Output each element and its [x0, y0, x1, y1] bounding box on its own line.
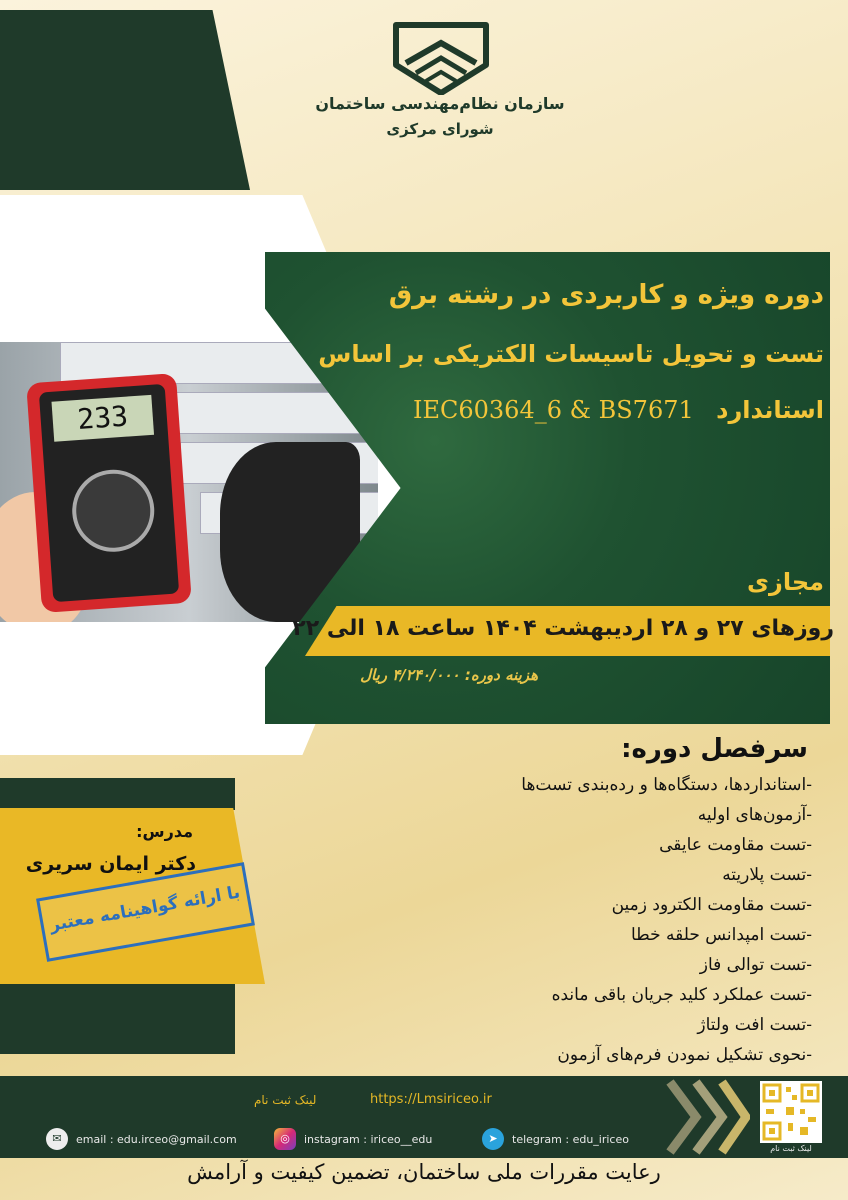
org-subname: شورای مرکزی — [386, 120, 494, 138]
telegram-text: telegram : edu_iriceo — [512, 1132, 629, 1146]
meter-display: 233 — [51, 395, 154, 442]
decor-green-strip — [0, 778, 235, 810]
course-title-line3 — [413, 396, 824, 424]
syllabus-item: -تست عملکرد کلید جریان باقی مانده — [551, 985, 812, 1005]
syllabus-item: -تست افت ولتاژ — [697, 1015, 812, 1035]
org-logo-icon — [388, 15, 494, 95]
syllabus-item: -استانداردها، دستگاه‌ها و رده‌بندی تست‌ها — [521, 775, 812, 795]
telegram-contact[interactable] — [482, 1128, 629, 1150]
registration-label: لینک ثبت نام — [254, 1093, 317, 1107]
multimeter-photo — [0, 342, 378, 622]
email-icon: ✉ — [46, 1128, 68, 1150]
course-title-line1: دوره ویژه و کاربردی در رشته برق — [388, 280, 824, 310]
standard-label: استاندارد — [716, 396, 824, 424]
syllabus-item: -آزمون‌های اولیه — [697, 805, 812, 825]
email-text: email : edu.irceo@gmail.com — [76, 1132, 237, 1146]
slogan: رعایت مقررات ملی ساختمان، تضمین کیفیت و آرامش — [187, 1160, 661, 1184]
org-name: سازمان نظام‌مهندسی ساختمان — [315, 94, 565, 113]
syllabus-item: -تست پلاریته — [722, 865, 812, 885]
course-mode: مجازی — [747, 568, 824, 596]
telegram-icon: ➤ — [482, 1128, 504, 1150]
email-contact[interactable] — [46, 1128, 237, 1150]
instagram-text: instagram : iriceo__edu — [304, 1132, 433, 1146]
meter-dial — [69, 467, 157, 555]
registration-link[interactable]: https://Lmsiriceo.ir — [370, 1092, 492, 1107]
chevron-decor-icon — [660, 1076, 750, 1158]
syllabus-item: -تست مقاومت الکترود زمین — [611, 895, 812, 915]
course-title-line2: تست و تحویل تاسیسات الکتریکی بر اساس — [318, 340, 824, 368]
registration-qr-code[interactable] — [760, 1081, 822, 1143]
syllabus-list — [521, 770, 812, 1070]
instagram-contact[interactable] — [274, 1128, 432, 1150]
syllabus-item: -تست توالی فاز — [699, 955, 812, 975]
standard-codes: IEC60364_6 & BS7671 — [413, 396, 694, 424]
syllabus-item: -تست مقاومت عایقی — [659, 835, 812, 855]
qr-label: لینک ثبت نام — [770, 1144, 812, 1153]
course-fee: هزینه دوره: ۴/۲۴۰/۰۰۰ ریال — [360, 666, 538, 684]
instructor-name: دکتر ایمان سریری — [25, 853, 196, 875]
syllabus-item: -تست امپدانس حلقه خطا — [630, 925, 812, 945]
instagram-icon: ◎ — [274, 1128, 296, 1150]
syllabus-title: سرفصل دوره: — [621, 734, 808, 764]
syllabus-item: -نحوی تشکیل نمودن فرم‌های آزمون — [557, 1045, 812, 1065]
certificate-stamp: با ارائه گواهینامه معتبر — [36, 862, 255, 962]
instructor-label: مدرس: — [136, 822, 193, 841]
schedule-text: روزهای ۲۷ و ۲۸ اردیبهشت ۱۴۰۴ ساعت ۱۸ الی ۲۲ — [292, 616, 834, 641]
decor-green-strip-bottom — [0, 984, 235, 1054]
